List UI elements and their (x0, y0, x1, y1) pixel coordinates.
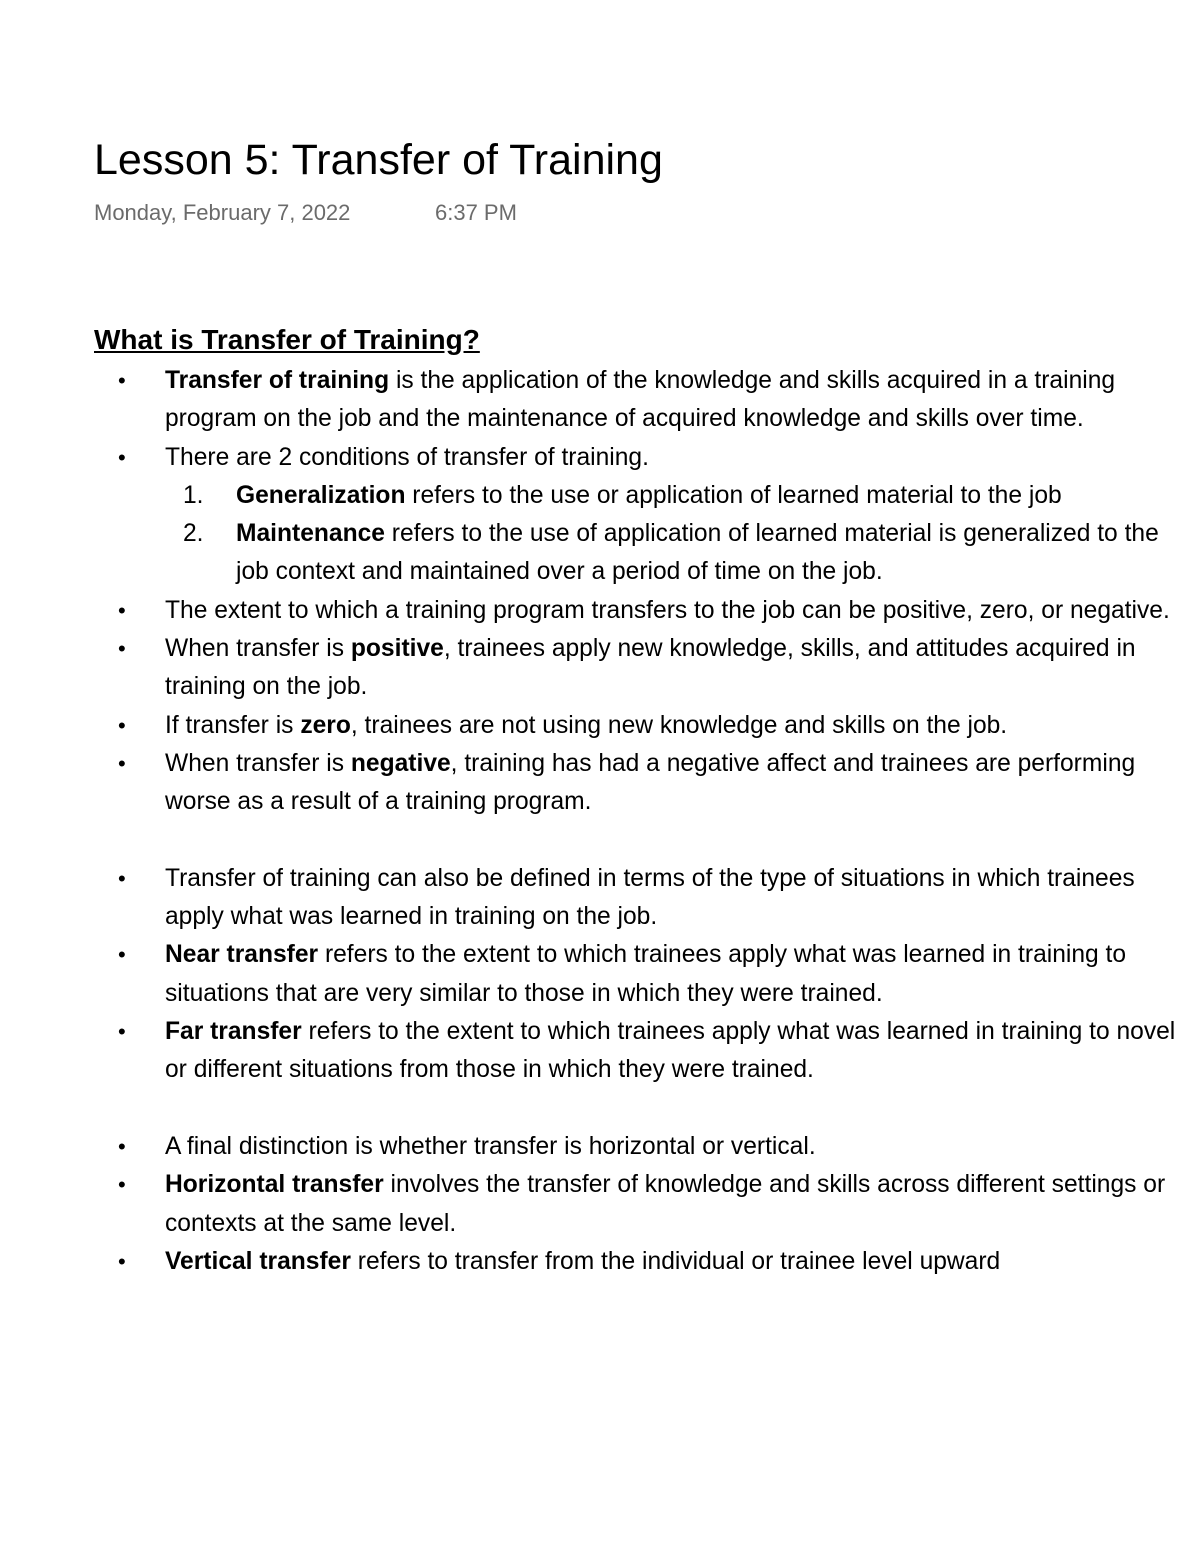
term: Far transfer (165, 1018, 302, 1046)
item-text: , trainees apply new knowledge, skills, and attitudes acquired in training on the job. (165, 635, 1136, 701)
item-text: , training has had a negative affect and trainees are performing worse as a result of a training program. (165, 749, 1136, 816)
term: negative (350, 749, 451, 777)
note-timestamp (94, 198, 517, 228)
item-text: is the application of the knowledge and skills acquired in a training program on the job and the maintenance of acquired knowledge and skills over time. (165, 367, 1116, 433)
list-item (0, 936, 1200, 1013)
list-item (0, 1243, 1200, 1281)
list-item (0, 745, 1200, 822)
bullet-icon: • (118, 865, 126, 891)
item-text: refers to the use or application of learned material to the job (405, 481, 1062, 509)
item-text-lead: When transfer is (165, 635, 351, 663)
item-text: refers to transfer from the individual or trainee level upward (350, 1247, 1001, 1275)
item-number: 1. (183, 481, 204, 509)
list-item (0, 1013, 1200, 1090)
bullet-icon: • (118, 750, 126, 776)
item-text: refers to the extent to which trainees apply what was learned in training to situations that are very similar to those in which they were trained. (165, 941, 1127, 1007)
section-heading: What is Transfer of Training? (94, 324, 480, 355)
bullet-icon: • (118, 942, 126, 968)
item-text: refers to the use of application of learned material is generalized to the job context and maintained over a period of time on the job. (236, 520, 1159, 586)
bullet-icon: • (118, 597, 126, 623)
item-text-lead: When transfer is (165, 749, 351, 777)
term: zero (300, 711, 351, 739)
note-date: Monday, February 7, 2022 (94, 200, 351, 225)
term: Near transfer (165, 941, 319, 969)
note-body (0, 362, 1200, 1281)
list-item (0, 362, 1200, 439)
term: positive (350, 635, 444, 663)
list-item (0, 630, 1200, 707)
term: Horizontal transfer (165, 1171, 384, 1199)
list-item (0, 860, 1200, 937)
numbered-item (0, 477, 1200, 515)
list-item (0, 707, 1200, 745)
numbered-item (0, 515, 1200, 592)
bullet-icon: • (118, 444, 126, 470)
term: Transfer of training (165, 367, 390, 394)
bullet-icon: • (118, 1248, 126, 1274)
item-text: involves the transfer of knowledge and skills across different settings or contexts at the same level. (165, 1171, 1166, 1237)
list-item (0, 592, 1200, 630)
list-item (0, 1166, 1200, 1243)
item-text: Transfer of training can also be defined in terms of the type of situations in which trainees apply what was learned in training on the job. (165, 864, 1135, 931)
item-text: , trainees are not using new knowledge and skills on the job. (350, 711, 1008, 739)
bullet-icon: • (118, 1019, 126, 1045)
term: Vertical transfer (165, 1247, 351, 1275)
item-text: There are 2 conditions of transfer of training. (165, 443, 649, 471)
bullet-icon: • (118, 368, 126, 393)
bullet-icon: • (118, 1133, 126, 1159)
page-title: Lesson 5: Transfer of Training (94, 136, 663, 184)
item-text-lead: If transfer is (165, 711, 301, 739)
term: Maintenance (236, 520, 385, 548)
item-number: 2. (183, 520, 204, 548)
list-item (0, 1128, 1200, 1166)
item-text: The extent to which a training program transfers to the job can be positive, zero, or negative. (165, 596, 1170, 624)
item-text: refers to the extent to which trainees apply what was learned in training to novel or different situations from those in which they were trained. (165, 1018, 1176, 1084)
list-item (0, 439, 1200, 477)
bullet-icon: • (118, 636, 126, 662)
bullet-icon: • (118, 712, 126, 738)
note-time: 6:37 PM (435, 200, 517, 225)
term: Generalization (236, 481, 406, 509)
bullet-icon: • (118, 1172, 126, 1198)
item-text: A final distinction is whether transfer is horizontal or vertical. (165, 1132, 816, 1160)
